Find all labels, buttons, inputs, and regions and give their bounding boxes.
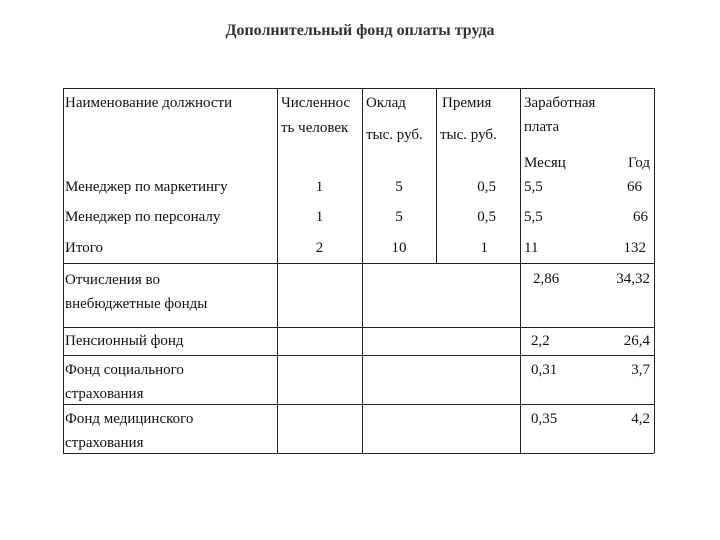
table-rule [277, 88, 278, 453]
row-count: 1 [315, 179, 324, 195]
row-bonus: 0,5 [477, 179, 496, 195]
row-count: 1 [315, 209, 324, 225]
row-month: 5,5 [524, 209, 543, 225]
deduction-year: 4,2 [631, 411, 650, 427]
deduction-year: 26,4 [623, 333, 650, 349]
header-wage-line2: плата [524, 119, 560, 135]
header-headcount-line1: Численнос [281, 95, 351, 111]
table-rule [63, 453, 654, 454]
deduction-name-line2: внебюджетные фонды [65, 296, 208, 312]
row-count: 2 [315, 240, 324, 256]
header-wage-line1: Заработная [524, 95, 596, 111]
row-year: 66 [633, 209, 648, 225]
deduction-month: 2,86 [533, 271, 560, 287]
header-headcount-line2: ть человек [281, 120, 349, 136]
row-bonus: 1 [480, 240, 488, 256]
row-bonus: 0,5 [477, 209, 496, 225]
deduction-name-line2: страхования [65, 386, 144, 402]
table-rule [63, 88, 654, 89]
table-rule [63, 88, 64, 453]
row-name: Менеджер по персоналу [65, 209, 221, 225]
deduction-name-line2: страхования [65, 435, 144, 451]
deduction-month: 0,35 [531, 411, 558, 427]
row-year: 66 [627, 179, 642, 195]
header-position: Наименование должности [65, 95, 233, 111]
row-month: 11 [524, 240, 539, 256]
header-bonus-line1: Премия [442, 95, 492, 111]
table-rule [520, 88, 521, 453]
table-rule [654, 88, 655, 453]
row-name: Менеджер по маркетингу [65, 179, 228, 195]
table-rule [63, 404, 654, 405]
deduction-month: 2,2 [531, 333, 550, 349]
row-month: 5,5 [524, 179, 543, 195]
header-month: Месяц [524, 155, 566, 171]
deduction-name-line1: Фонд социального [65, 362, 184, 378]
deduction-month: 0,31 [531, 362, 558, 378]
page-title: Дополнительный фонд оплаты труда [225, 22, 495, 39]
table-rule [63, 327, 654, 328]
deduction-year: 3,7 [631, 362, 650, 378]
row-salary: 10 [391, 240, 407, 256]
table-rule [63, 355, 654, 356]
row-year: 132 [623, 240, 646, 256]
header-bonus-line2: тыс. руб. [440, 127, 497, 143]
table-rule [63, 263, 654, 264]
header-salary-line1: Оклад [366, 95, 406, 111]
deduction-name-line1: Отчисления во [65, 272, 160, 288]
deduction-name-line1: Пенсионный фонд [65, 333, 184, 349]
header-year: Год [627, 155, 650, 171]
table-rule [362, 88, 363, 453]
header-salary-line2: тыс. руб. [366, 127, 423, 143]
row-salary: 5 [395, 209, 403, 225]
deduction-year: 34,32 [616, 271, 650, 287]
row-name: Итого [65, 240, 103, 256]
deduction-name-line1: Фонд медицинского [65, 411, 194, 427]
row-salary: 5 [395, 179, 403, 195]
